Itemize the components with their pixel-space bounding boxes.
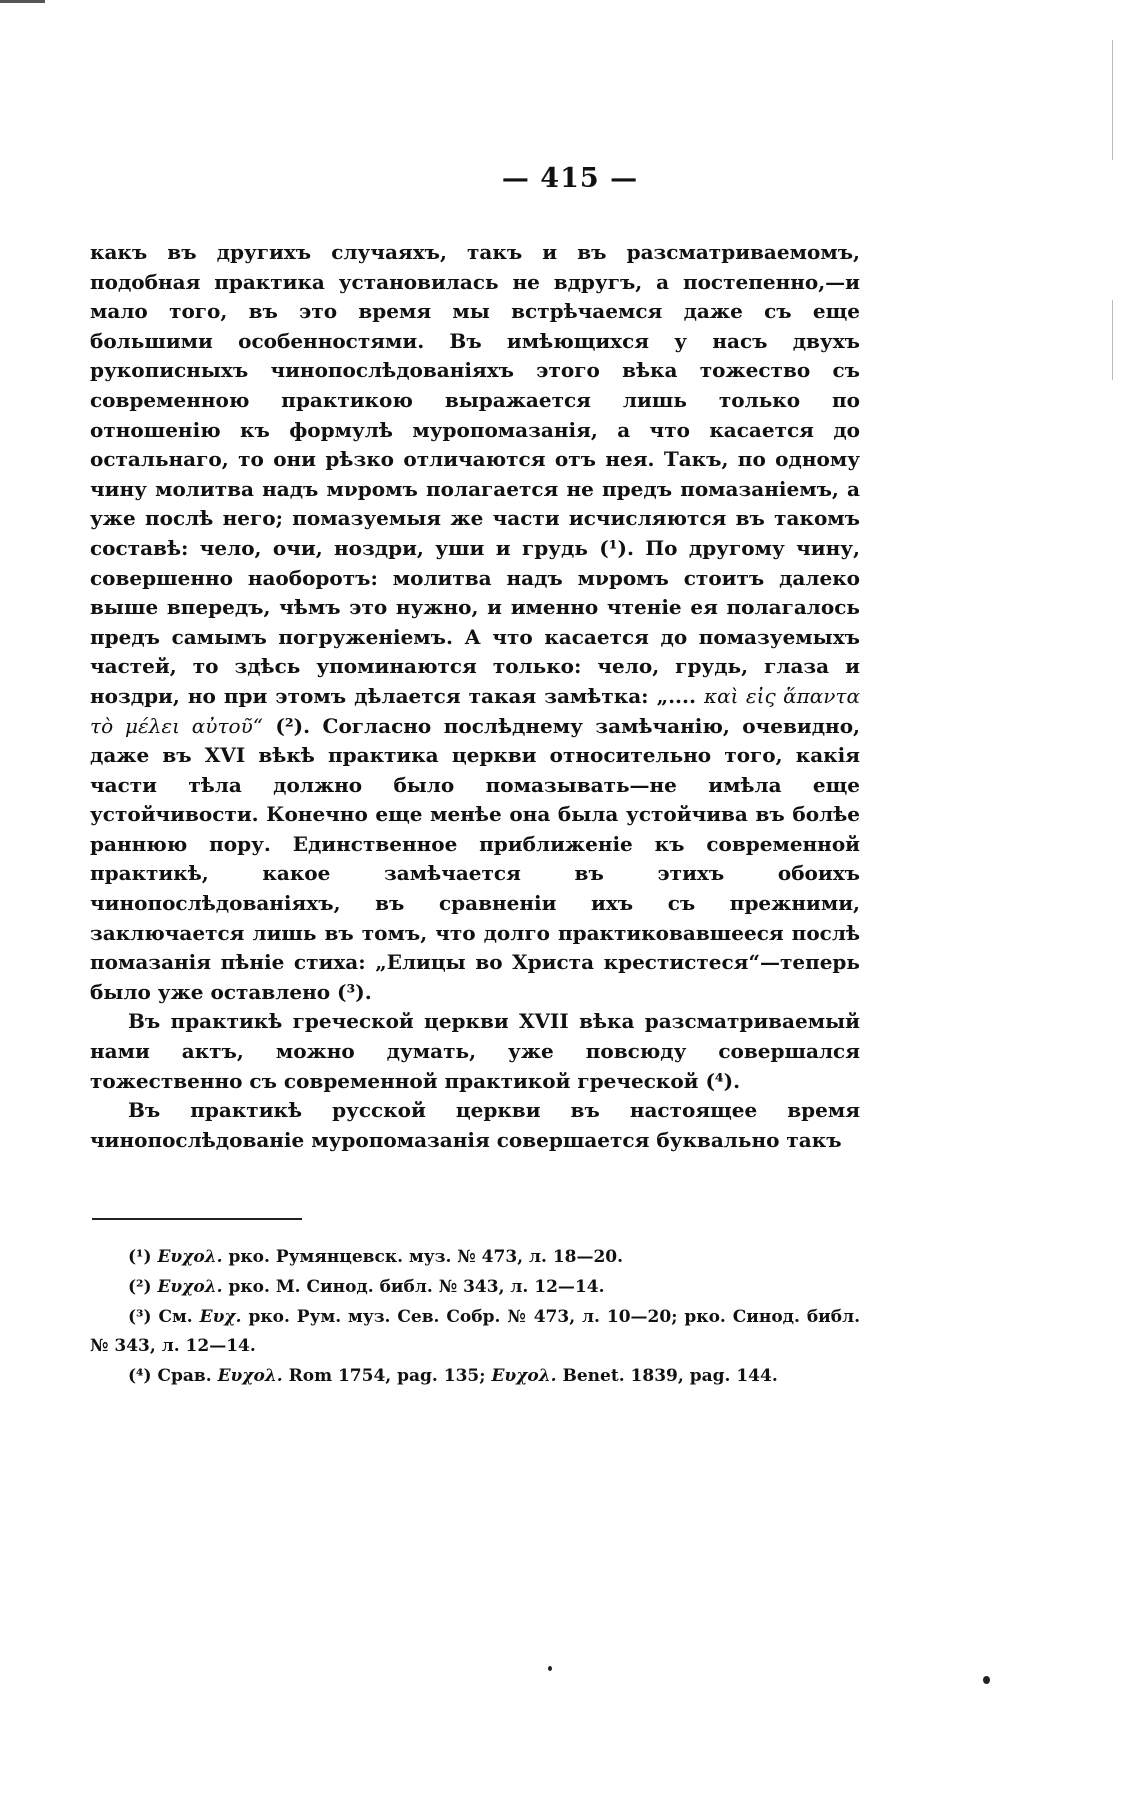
footnote-text: рко. Румянцевск. муз. № 473, л. 18—20.: [228, 1247, 624, 1267]
footnote-mark: (¹): [128, 1247, 152, 1267]
footnote-text-2: Benet. 1839, pag. 144.: [562, 1366, 778, 1386]
paragraph-1-text: какъ въ другихъ случаяхъ, такъ и въ разсматриваемомъ, подобная практика установилась не вдругъ, а постепенно,—и мало того, въ это время мы встрѣчаемся даже съ еще большими особенностями. Въ имѣющихся у насъ двухъ рукописныхъ чинопослѣдованіяхъ этого вѣка тожество съ современною практикою выражается лишь только по отношенію къ формулѣ муропомазанія, а что касается до остальнаго, то они рѣзко отличаются отъ нея. Такъ, по одному чину молитва надъ мνромъ полагается не предъ помазаніемъ, а уже послѣ него; помазуемыя же части исчисляются въ такомъ составѣ: чело, очи, ноздри, уши и грудь (¹). По другому чину, совершенно наоборотъ: молитва надъ мνромъ стоитъ далеко выше впередъ, чѣмъ это нужно, и именно чтеніе ея полагалось предъ самымъ погруженіемъ. А что касается до помазуемыхъ частей, то здѣсь упоминаются только: чело, грудь, глаза и ноздри, но при этомъ дѣлается такая замѣтка: „....: [90, 240, 860, 708]
paragraph-3: Въ практикѣ русской церкви въ настоящее время чинопослѣдованіе муропомазанія совершается буквально такъ: [90, 1098, 860, 1152]
greek-quote: καὶ εἰς ἅπαντα τὸ μέλει αὐτοῦ“: [90, 683, 860, 738]
scan-edge-mark: [1112, 40, 1113, 160]
footnote-abbr: Ευχ.: [199, 1307, 242, 1327]
footnote-text: рко. М. Синод. библ. № 343, л. 12—14.: [228, 1277, 605, 1297]
page-number: — 415 —: [501, 163, 639, 194]
footnote-text: Rom 1754, pag. 135;: [288, 1366, 486, 1386]
footnotes: [90, 1243, 860, 1392]
footnote-abbr: Ευχολ.: [157, 1247, 223, 1267]
footnote-abbr-2: Ευχολ.: [491, 1366, 557, 1386]
scan-speck: [548, 1666, 552, 1671]
footnote-mark: (³): [128, 1307, 152, 1327]
body-text: [90, 238, 860, 1155]
scan-edge-mark: [1112, 300, 1113, 380]
footnote-mark: (⁴): [128, 1366, 152, 1386]
paragraph-1: [90, 238, 860, 1007]
footnote-4: [90, 1362, 860, 1391]
footnote-text: рко. Рум. муз. Сев. Собр. № 473, л. 10—20; рко. Синод. библ. № 343, л. 12—14.: [90, 1307, 861, 1356]
paragraph-2: Въ практикѣ греческой церкви XVII вѣка разсматриваемый нами актъ, можно думать, уже повсюду совершался тожественно съ современной практикой греческой (⁴).: [90, 1009, 860, 1093]
footnote-abbr: Ευχολ.: [217, 1366, 283, 1386]
footnote-2: [90, 1273, 860, 1302]
footnote-3: [90, 1303, 860, 1361]
footnote-1: [90, 1243, 860, 1272]
footnote-pre: Срав.: [157, 1366, 212, 1386]
page-edge-mark: [0, 0, 45, 3]
footnote-pre: См.: [158, 1307, 193, 1327]
footnote-mark: (²): [128, 1277, 152, 1297]
scan-speck: [983, 1676, 990, 1684]
paragraph-1-continuation: (²). Согласно послѣднему замѣчанію, очевидно, даже въ XVI вѣкѣ практика церкви относительно того, какія части тѣла должно было помазывать—не имѣла еще устойчивости. Конечно еще менѣе она была устойчива въ болѣе раннюю пору. Единственное приближеніе къ современной практикѣ, какое замѣчается въ этихъ обоихъ чинопослѣдованіяхъ, въ сравненіи ихъ съ прежними, заключается лишь въ томъ, что долго практиковавшееся послѣ помазанія пѣніе стиха: „Елицы во Христа крестистеся“—теперь было уже оставлено (³).: [90, 713, 861, 1004]
footnote-abbr: Ευχολ.: [157, 1277, 223, 1297]
footnote-divider: [92, 1218, 302, 1220]
